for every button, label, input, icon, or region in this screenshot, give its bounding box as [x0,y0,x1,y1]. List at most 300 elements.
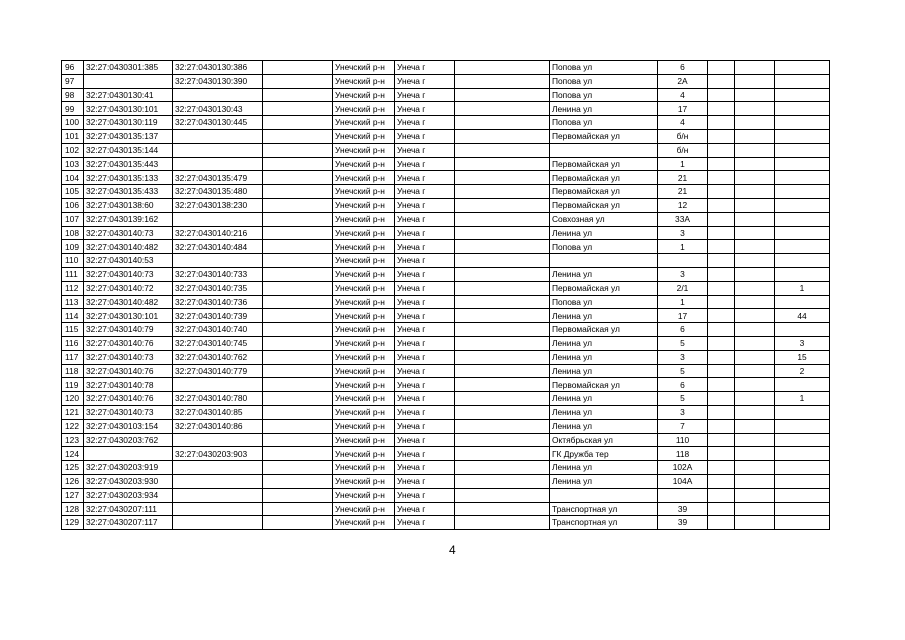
table-row [62,364,830,378]
cell-district: Унечский р-н [333,281,395,295]
cell-cad1: 32:27:0430140:73 [84,405,173,419]
table-row [62,267,830,281]
table-row [62,488,830,502]
cell-city: Унеча г [395,74,455,88]
cell-num: 97 [62,74,84,88]
cell-extra1 [708,116,735,130]
cell-cad1: 32:27:0430135:133 [84,171,173,185]
cell-extra2 [775,143,830,157]
cell-district: Унечский р-н [333,171,395,185]
cell-num: 100 [62,116,84,130]
cell-city: Унеча г [395,502,455,516]
cell-district: Унечский р-н [333,185,395,199]
cell-street: Первомайская ул [550,157,658,171]
cell-extra2a [735,488,775,502]
cell-district: Унечский р-н [333,461,395,475]
cell-street: Транспортная ул [550,502,658,516]
table-row [62,392,830,406]
cell-street: Попова ул [550,295,658,309]
cell-house: 4 [658,116,708,130]
table-row [62,185,830,199]
cell-district: Унечский р-н [333,198,395,212]
cell-district: Унечский р-н [333,350,395,364]
table-row [62,254,830,268]
table-row [62,198,830,212]
cell-blank1 [263,267,333,281]
cell-house: 6 [658,323,708,337]
cell-cad2 [173,378,263,392]
table-row [62,240,830,254]
cell-blank1 [263,61,333,75]
cell-num: 121 [62,405,84,419]
cell-extra1 [708,309,735,323]
cell-extra1 [708,267,735,281]
cell-cad1 [84,74,173,88]
cell-extra2 [775,378,830,392]
table-row [62,405,830,419]
cell-street: Попова ул [550,88,658,102]
cell-extra1 [708,74,735,88]
cell-extra2 [775,419,830,433]
cell-cad1: 32:27:0430140:78 [84,378,173,392]
cell-extra1 [708,129,735,143]
cell-extra2a [735,433,775,447]
table-row [62,143,830,157]
cell-blank2 [455,433,550,447]
cell-cad2 [173,488,263,502]
cell-blank1 [263,254,333,268]
cell-cad1: 32:27:0430130:101 [84,309,173,323]
table-row [62,281,830,295]
cell-cad2 [173,212,263,226]
cell-extra1 [708,419,735,433]
cell-extra2a [735,185,775,199]
cell-house: 6 [658,378,708,392]
cell-blank1 [263,309,333,323]
cell-blank2 [455,129,550,143]
cell-cad2: 32:27:0430138:230 [173,198,263,212]
cell-extra1 [708,157,735,171]
cell-extra2 [775,502,830,516]
cell-blank1 [263,281,333,295]
cell-cad1: 32:27:0430203:934 [84,488,173,502]
cell-district: Унечский р-н [333,267,395,281]
cell-district: Унечский р-н [333,226,395,240]
cell-extra2a [735,102,775,116]
cell-district: Унечский р-н [333,378,395,392]
cell-blank2 [455,157,550,171]
cell-street: Октябрьская ул [550,433,658,447]
cell-district: Унечский р-н [333,323,395,337]
cell-extra2a [735,295,775,309]
cell-street: Первомайская ул [550,129,658,143]
cell-house: 17 [658,102,708,116]
cell-blank1 [263,198,333,212]
cell-house: 5 [658,392,708,406]
cell-blank1 [263,129,333,143]
cell-extra1 [708,143,735,157]
cell-cad1: 32:27:0430207:111 [84,502,173,516]
cell-extra2: 1 [775,281,830,295]
cell-extra2 [775,129,830,143]
cell-cad2: 32:27:0430140:86 [173,419,263,433]
cell-street: Первомайская ул [550,198,658,212]
cell-blank2 [455,461,550,475]
cell-city: Унеча г [395,378,455,392]
cell-street: Ленина ул [550,267,658,281]
cell-cad2: 32:27:0430135:480 [173,185,263,199]
cell-blank2 [455,295,550,309]
cell-extra2a [735,364,775,378]
cell-num: 112 [62,281,84,295]
cell-blank1 [263,516,333,530]
cell-blank2 [455,61,550,75]
cell-cad2: 32:27:0430140:779 [173,364,263,378]
cell-blank1 [263,488,333,502]
cell-cad1: 32:27:0430130:101 [84,102,173,116]
cell-district: Унечский р-н [333,433,395,447]
cell-city: Унеча г [395,405,455,419]
cell-extra1 [708,254,735,268]
cell-cad2: 32:27:0430140:762 [173,350,263,364]
cell-extra2 [775,488,830,502]
cell-blank2 [455,226,550,240]
cell-blank2 [455,309,550,323]
cell-cad1 [84,447,173,461]
cell-blank1 [263,378,333,392]
cell-district: Унечский р-н [333,129,395,143]
cell-extra2 [775,295,830,309]
cell-city: Унеча г [395,488,455,502]
cell-cad2: 32:27:0430130:445 [173,116,263,130]
cell-num: 119 [62,378,84,392]
cell-blank1 [263,74,333,88]
cell-extra2a [735,419,775,433]
cell-extra2: 3 [775,336,830,350]
cell-num: 101 [62,129,84,143]
cell-cad2: 32:27:0430203:903 [173,447,263,461]
cell-num: 98 [62,88,84,102]
cell-extra2 [775,254,830,268]
cell-house: 6 [658,61,708,75]
cell-district: Унечский р-н [333,309,395,323]
cell-num: 104 [62,171,84,185]
cell-extra2 [775,240,830,254]
cell-cad1: 32:27:0430140:76 [84,364,173,378]
cell-city: Унеча г [395,88,455,102]
cell-district: Унечский р-н [333,74,395,88]
cell-district: Унечский р-н [333,502,395,516]
cell-num: 123 [62,433,84,447]
table-row [62,171,830,185]
cell-extra2a [735,350,775,364]
cell-num: 116 [62,336,84,350]
cell-extra2a [735,378,775,392]
cell-extra1 [708,364,735,378]
cell-street: Ленина ул [550,392,658,406]
cell-extra2 [775,433,830,447]
cell-cad2 [173,461,263,475]
cell-street: Первомайская ул [550,281,658,295]
cell-extra2a [735,323,775,337]
cell-house: 2А [658,74,708,88]
cell-blank2 [455,419,550,433]
cell-city: Унеча г [395,185,455,199]
cell-house: 1 [658,295,708,309]
cell-blank1 [263,447,333,461]
cell-extra1 [708,88,735,102]
cell-city: Унеча г [395,350,455,364]
cell-num: 120 [62,392,84,406]
cell-extra2a [735,143,775,157]
cell-house: 33А [658,212,708,226]
cell-city: Унеча г [395,392,455,406]
cell-blank1 [263,350,333,364]
cell-blank1 [263,419,333,433]
table-row [62,419,830,433]
cell-street: Транспортная ул [550,516,658,530]
cell-district: Унечский р-н [333,419,395,433]
cell-extra2 [775,323,830,337]
cell-city: Унеча г [395,474,455,488]
cell-extra2 [775,88,830,102]
cell-num: 126 [62,474,84,488]
cell-house: 21 [658,171,708,185]
cell-blank2 [455,267,550,281]
cell-street: Первомайская ул [550,378,658,392]
cell-num: 102 [62,143,84,157]
cell-city: Унеча г [395,433,455,447]
cell-extra2a [735,405,775,419]
cell-extra2a [735,309,775,323]
table-row [62,336,830,350]
cell-blank1 [263,102,333,116]
cell-num: 96 [62,61,84,75]
cell-cad2 [173,129,263,143]
cell-extra2: 44 [775,309,830,323]
table-row [62,157,830,171]
cell-blank2 [455,254,550,268]
cell-house: 5 [658,336,708,350]
cell-blank2 [455,102,550,116]
cell-extra1 [708,502,735,516]
cell-city: Унеча г [395,171,455,185]
cell-street: Ленина ул [550,474,658,488]
cell-extra2 [775,226,830,240]
cell-city: Унеча г [395,267,455,281]
cell-cad1: 32:27:0430203:930 [84,474,173,488]
cell-street: Ленина ул [550,461,658,475]
cell-num: 124 [62,447,84,461]
cell-cad2: 32:27:0430140:736 [173,295,263,309]
cell-extra1 [708,171,735,185]
cell-cad2 [173,433,263,447]
cell-city: Унеча г [395,295,455,309]
cell-num: 106 [62,198,84,212]
cell-street: Попова ул [550,116,658,130]
cell-extra2a [735,116,775,130]
cell-house: 39 [658,516,708,530]
cell-cad2 [173,143,263,157]
cell-city: Унеча г [395,447,455,461]
cell-extra2 [775,461,830,475]
cell-street: Ленина ул [550,336,658,350]
cell-district: Унечский р-н [333,240,395,254]
cell-blank1 [263,171,333,185]
cell-extra2 [775,171,830,185]
cell-cad1: 32:27:0430135:137 [84,129,173,143]
cell-extra2a [735,502,775,516]
cell-district: Унечский р-н [333,212,395,226]
cell-extra2: 2 [775,364,830,378]
cell-blank1 [263,157,333,171]
cell-house: 102А [658,461,708,475]
cell-blank2 [455,502,550,516]
cell-cad2: 32:27:0430130:390 [173,74,263,88]
cell-city: Унеча г [395,461,455,475]
cell-extra1 [708,461,735,475]
cell-extra2a [735,212,775,226]
cell-house: 7 [658,419,708,433]
page-number: 4 [449,543,456,557]
cell-blank1 [263,336,333,350]
cell-num: 129 [62,516,84,530]
cell-num: 118 [62,364,84,378]
cell-blank1 [263,392,333,406]
cell-house: 1 [658,240,708,254]
table-row [62,295,830,309]
cell-extra2 [775,212,830,226]
cell-num: 99 [62,102,84,116]
cell-extra1 [708,281,735,295]
cell-city: Унеча г [395,129,455,143]
cell-city: Унеча г [395,309,455,323]
table-row [62,309,830,323]
cell-house: 4 [658,88,708,102]
cell-district: Унечский р-н [333,88,395,102]
cell-extra1 [708,378,735,392]
table-row [62,447,830,461]
cell-extra2a [735,474,775,488]
cell-cad2: 32:27:0430140:745 [173,336,263,350]
cell-cad1: 32:27:0430140:76 [84,392,173,406]
cell-num: 113 [62,295,84,309]
cell-extra2 [775,405,830,419]
cell-blank2 [455,336,550,350]
cell-blank2 [455,198,550,212]
cell-extra2: 1 [775,392,830,406]
cell-district: Унечский р-н [333,405,395,419]
cell-extra2 [775,447,830,461]
cell-cad1: 32:27:0430203:762 [84,433,173,447]
cell-cad1: 32:27:0430140:482 [84,240,173,254]
cell-street [550,254,658,268]
cell-extra1 [708,405,735,419]
cell-city: Унеча г [395,157,455,171]
cell-blank2 [455,350,550,364]
cell-extra2a [735,267,775,281]
cell-extra1 [708,488,735,502]
cell-extra2a [735,281,775,295]
cell-blank1 [263,295,333,309]
table-row [62,350,830,364]
table-row [62,74,830,88]
cell-cad2: 32:27:0430140:216 [173,226,263,240]
cell-cad1: 32:27:0430203:919 [84,461,173,475]
cell-extra2a [735,157,775,171]
cell-extra1 [708,516,735,530]
cell-blank1 [263,185,333,199]
cell-house [658,488,708,502]
cell-extra2 [775,61,830,75]
cell-cad2: 32:27:0430140:85 [173,405,263,419]
cell-extra2a [735,392,775,406]
cell-district: Унечский р-н [333,336,395,350]
cell-city: Унеча г [395,198,455,212]
table-body [62,61,830,530]
cell-cad2 [173,157,263,171]
cell-num: 114 [62,309,84,323]
cell-num: 105 [62,185,84,199]
cell-num: 107 [62,212,84,226]
cell-extra2a [735,61,775,75]
cell-cad1: 32:27:0430301:385 [84,61,173,75]
table-row [62,516,830,530]
table-row [62,61,830,75]
cell-num: 109 [62,240,84,254]
cell-city: Унеча г [395,281,455,295]
cell-cad1: 32:27:0430135:144 [84,143,173,157]
table-row [62,502,830,516]
cell-blank1 [263,212,333,226]
cell-district: Унечский р-н [333,254,395,268]
cell-extra2a [735,171,775,185]
cell-blank2 [455,323,550,337]
cell-street: Попова ул [550,61,658,75]
cell-street: Ленина ул [550,309,658,323]
cell-city: Унеча г [395,419,455,433]
cell-blank2 [455,488,550,502]
cell-district: Унечский р-н [333,447,395,461]
cell-extra2a [735,447,775,461]
cell-house: 21 [658,185,708,199]
cell-blank2 [455,474,550,488]
cell-street [550,488,658,502]
cell-num: 111 [62,267,84,281]
cell-city: Унеча г [395,102,455,116]
cell-num: 103 [62,157,84,171]
cell-extra1 [708,336,735,350]
cell-cad1: 32:27:0430140:482 [84,295,173,309]
cell-city: Унеча г [395,336,455,350]
cell-blank1 [263,240,333,254]
cell-district: Унечский р-н [333,392,395,406]
table-row [62,378,830,392]
cell-extra2a [735,198,775,212]
cell-extra1 [708,102,735,116]
cell-district: Унечский р-н [333,295,395,309]
cell-cad1: 32:27:0430130:119 [84,116,173,130]
cell-cad1: 32:27:0430103:154 [84,419,173,433]
cell-house: 17 [658,309,708,323]
cell-blank1 [263,323,333,337]
cell-street: Ленина ул [550,419,658,433]
cell-cad2: 32:27:0430140:484 [173,240,263,254]
cell-street: Ленина ул [550,364,658,378]
cell-extra2: 15 [775,350,830,364]
cell-cad1: 32:27:0430140:72 [84,281,173,295]
cell-extra2a [735,516,775,530]
